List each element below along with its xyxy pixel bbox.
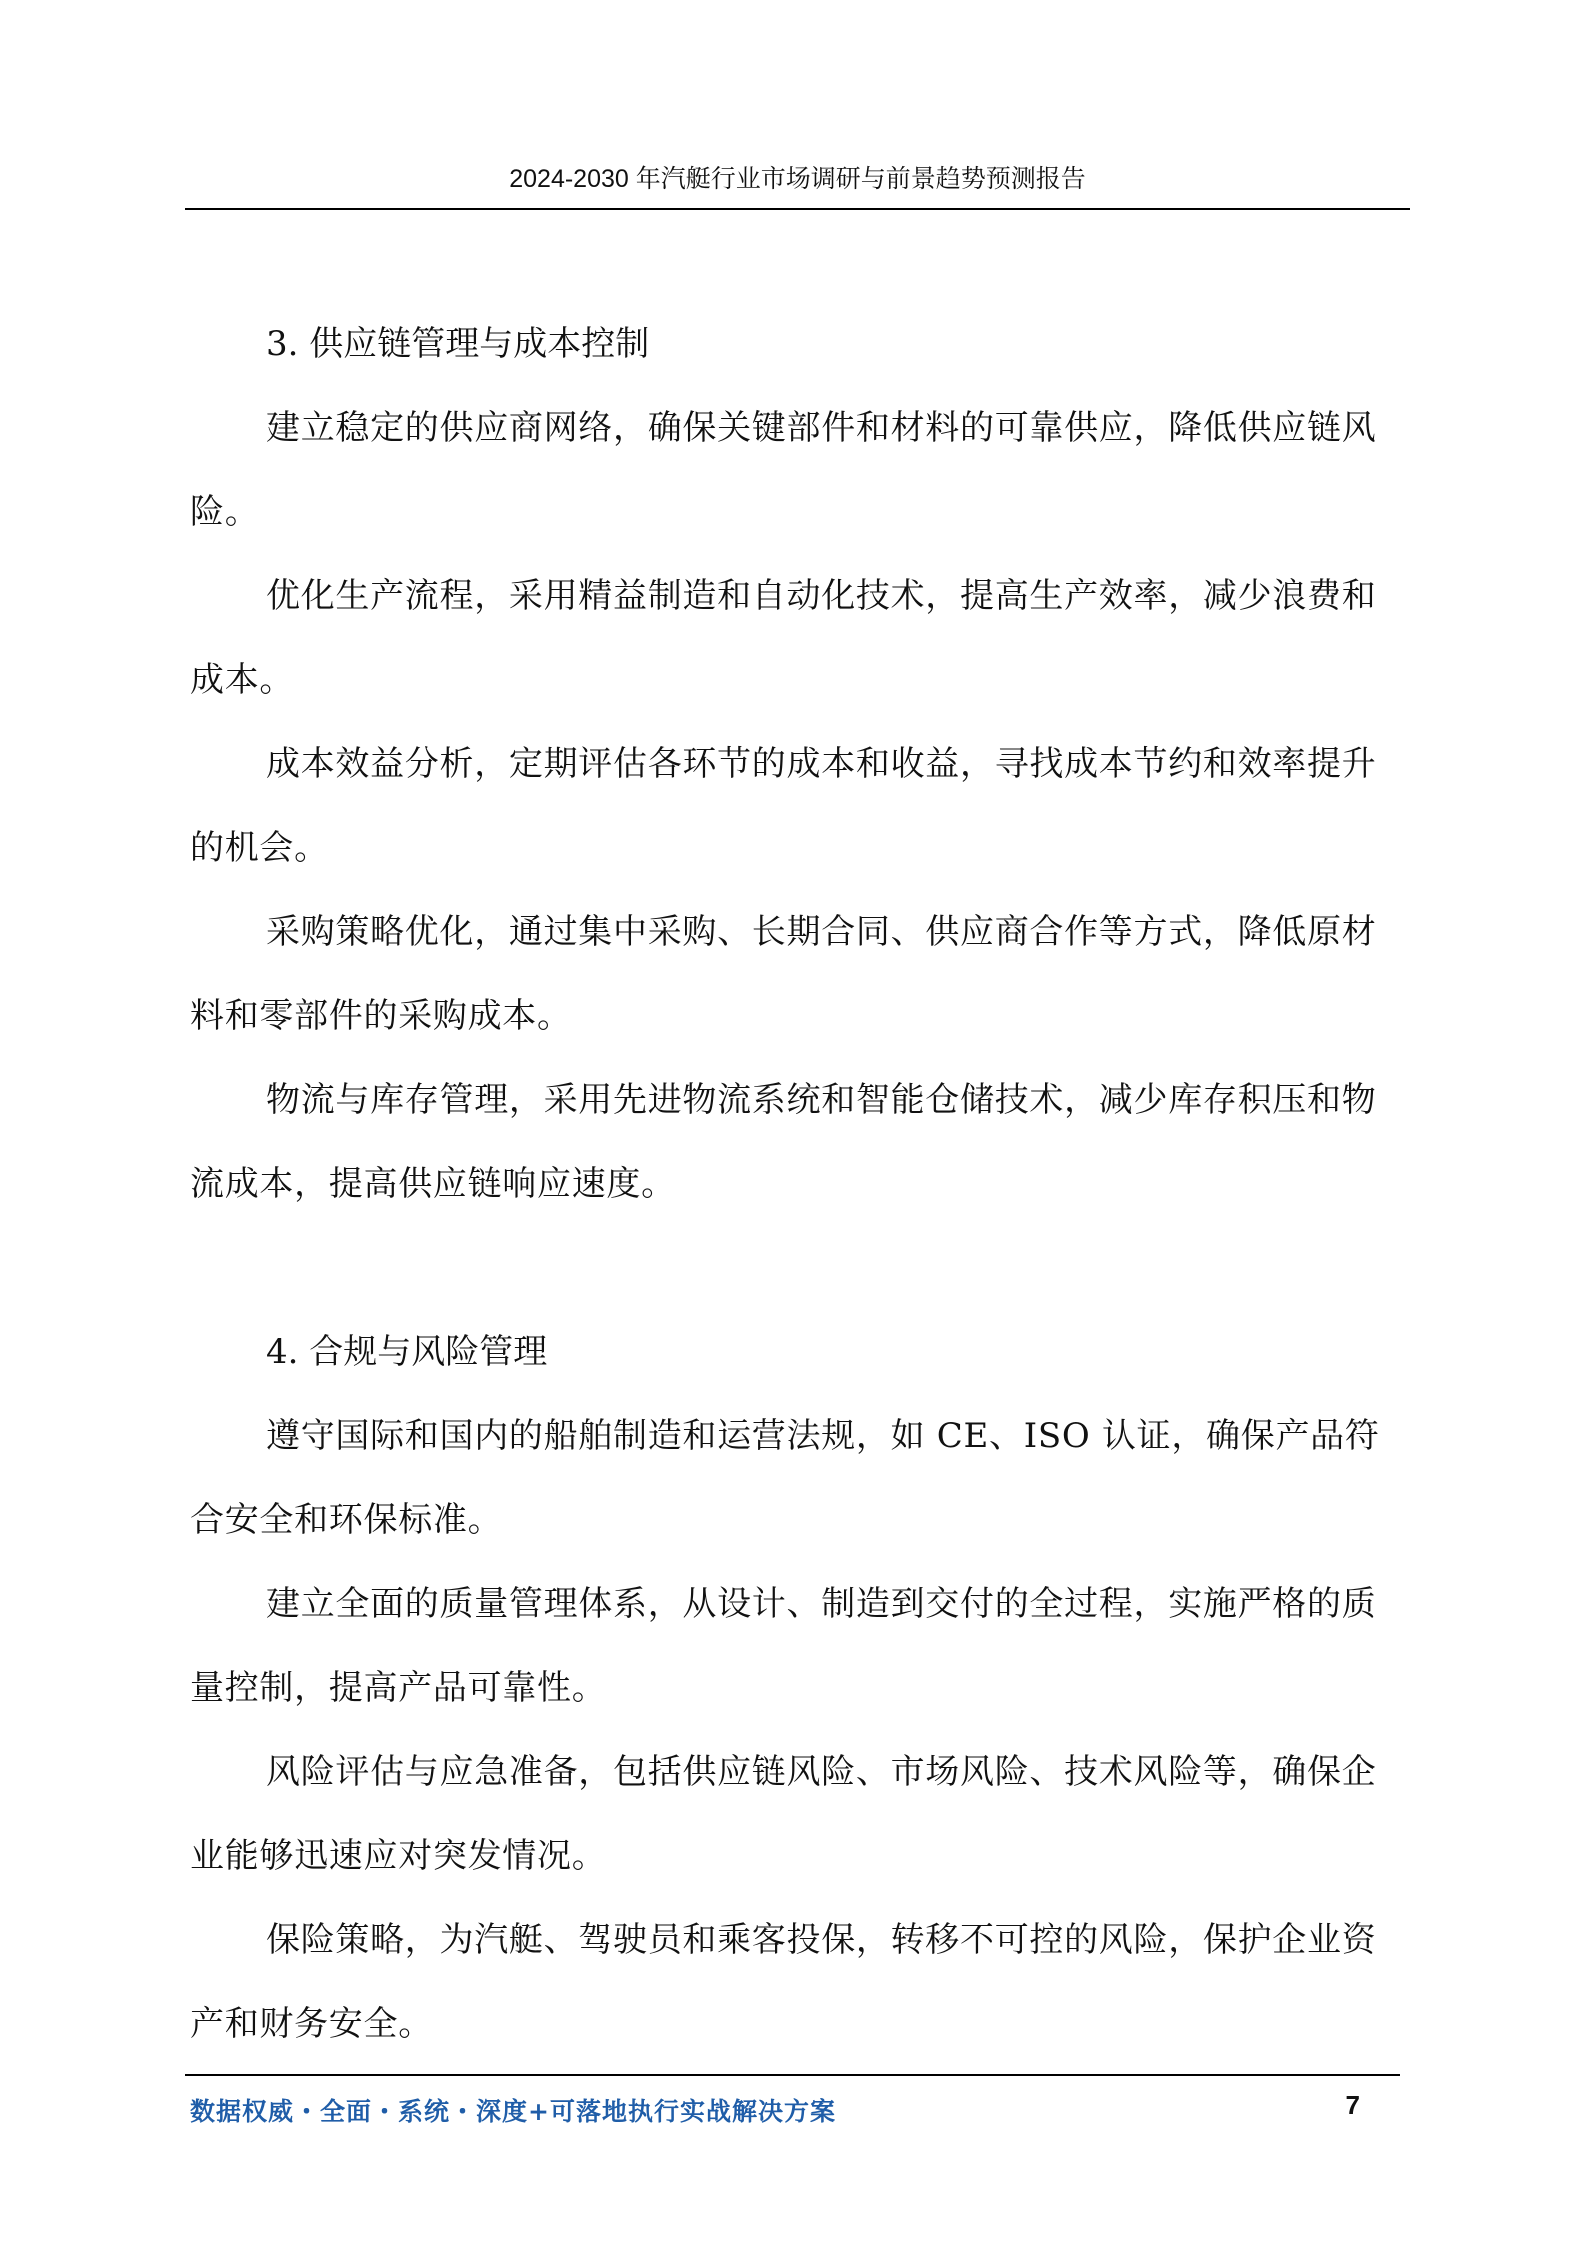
section-heading: 3. 供应链管理与成本控制 bbox=[266, 324, 650, 364]
paragraph: 风险评估与应急准备，包括供应链风险、市场风险、技术风险等，确保企业能够迅速应对突发情况。 bbox=[190, 1752, 1377, 1876]
paragraph: 优化生产流程，采用精益制造和自动化技术，提高生产效率，减少浪费和成本。 bbox=[190, 576, 1377, 700]
paragraph: 建立全面的质量管理体系，从设计、制造到交付的全过程，实施严格的质量控制，提高产品可靠性。 bbox=[190, 1584, 1377, 1708]
header-title: 2024-2030 年汽艇行业市场调研与前景趋势预测报告 bbox=[509, 165, 1086, 193]
paragraph: 建立稳定的供应商网络，确保关键部件和材料的可靠供应，降低供应链风险。 bbox=[190, 408, 1377, 532]
section-compliance-risk bbox=[190, 1310, 1390, 2066]
paragraph: 成本效益分析，定期评估各环节的成本和收益，寻找成本节约和效率提升的机会。 bbox=[190, 744, 1377, 868]
paragraph: 物流与库存管理，采用先进物流系统和智能仓储技术，减少库存积压和物流成本，提高供应链响应速度。 bbox=[190, 1080, 1377, 1204]
paragraph: 保险策略，为汽艇、驾驶员和乘客投保，转移不可控的风险，保护企业资产和财务安全。 bbox=[190, 1920, 1377, 2044]
section-supply-chain bbox=[190, 302, 1390, 1226]
page-header bbox=[185, 158, 1410, 210]
section-heading: 4. 合规与风险管理 bbox=[266, 1332, 548, 1372]
page-footer bbox=[185, 2074, 1400, 2136]
footer-slogan: 数据权威・全面・系统・深度+可落地执行实战解决方案 bbox=[190, 2097, 836, 2126]
page-content bbox=[190, 302, 1390, 2066]
paragraph: 采购策略优化，通过集中采购、长期合同、供应商合作等方式，降低原材料和零部件的采购成本。 bbox=[190, 912, 1377, 1036]
paragraph: 遵守国际和国内的船舶制造和运营法规，如 CE、ISO 认证，确保产品符合安全和环保标准。 bbox=[190, 1416, 1380, 1540]
page-number: 7 bbox=[1345, 2090, 1360, 2120]
